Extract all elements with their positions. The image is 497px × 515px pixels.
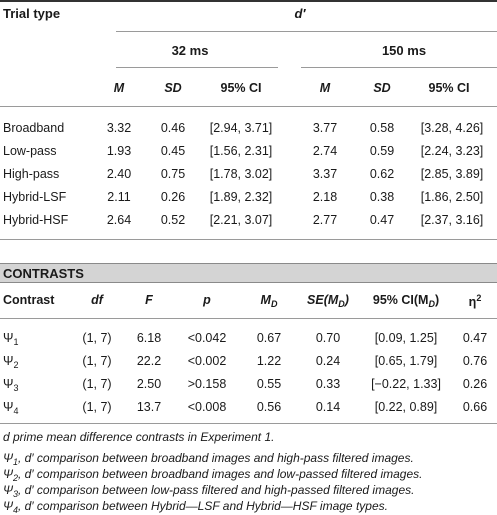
ci-value: [0.65, 1.79] <box>374 354 438 368</box>
m-150: 3.77 <box>312 121 338 135</box>
psi-label: $\Psi_2$ <box>3 354 19 370</box>
m-150: 2.77 <box>312 213 338 227</box>
dprime-header: d′ <box>294 6 306 21</box>
m-32: 3.32 <box>106 121 132 135</box>
md-value: 0.56 <box>256 400 282 414</box>
contrast-header-rule <box>0 318 497 319</box>
md-header: $M_D$ <box>260 293 278 309</box>
cond-32ms-header: 32 ms <box>171 43 209 58</box>
ci-150: [2.85, 3.89] <box>420 167 484 181</box>
table-bottom-rule <box>0 423 497 424</box>
psi-label: $\Psi_3$ <box>3 377 19 393</box>
contrast-header: Contrast <box>3 293 55 307</box>
sd-150: 0.47 <box>369 213 395 227</box>
col-m-2: M <box>319 81 331 95</box>
sd-150: 0.38 <box>369 190 395 204</box>
df-header: df <box>91 293 103 307</box>
trials-bottom-rule <box>0 239 497 240</box>
ci-header: 95% $CI(M_D)$ <box>372 293 440 309</box>
col-ci-1: 95% CI <box>220 81 262 95</box>
f-value: 2.50 <box>136 377 162 391</box>
df-value: (1, 7) <box>82 331 112 345</box>
ci-150: [3.28, 4.26] <box>420 121 484 135</box>
se-value: 0.14 <box>315 400 341 414</box>
cond-150ms-underline <box>301 67 497 68</box>
ci-150: [1.86, 2.50] <box>420 190 484 204</box>
eta-value: 0.26 <box>462 377 488 391</box>
footnote-psi4: $\Psi_4$, d′ comparison between Hybrid—LSF and Hybrid—HSF image types. <box>3 499 388 515</box>
p-value: <0.008 <box>187 400 227 414</box>
trial-type: Hybrid-HSF <box>3 213 69 227</box>
cond-32ms-underline <box>116 67 278 68</box>
ci-value: [−0.22, 1.33] <box>371 377 441 391</box>
p-value: <0.042 <box>187 331 227 345</box>
col-sd-1: SD <box>164 81 182 95</box>
se-value: 0.70 <box>315 331 341 345</box>
footnote-psi1: $\Psi_1$, d′ comparison between broadband images and high-pass filtered images. <box>3 451 414 467</box>
footnote-psi2: $\Psi_2$, d′ comparison between broadband images and low-passed filtered images. <box>3 467 423 483</box>
sd-32: 0.45 <box>160 144 186 158</box>
p-value: >0.158 <box>187 377 227 391</box>
md-value: 0.55 <box>256 377 282 391</box>
md-value: 0.67 <box>256 331 282 345</box>
trial-type: High-pass <box>3 167 60 181</box>
eta-value: 0.66 <box>462 400 488 414</box>
header-bottom-rule <box>0 106 497 107</box>
ci-150: [2.24, 3.23] <box>420 144 484 158</box>
ci-value: [0.09, 1.25] <box>374 331 438 345</box>
trial-type: Low-pass <box>3 144 57 158</box>
dprime-underline <box>116 31 497 32</box>
df-value: (1, 7) <box>82 400 112 414</box>
p-header: p <box>203 293 211 307</box>
m-32: 2.11 <box>107 190 131 204</box>
sd-32: 0.26 <box>160 190 186 204</box>
trial-type: Broadband <box>3 121 65 135</box>
psi-label: $\Psi_4$ <box>3 400 19 416</box>
sd-150: 0.58 <box>369 121 395 135</box>
se-header: $SE(M_D)$ <box>307 293 349 309</box>
top-rule <box>0 0 497 2</box>
sd-32: 0.52 <box>160 213 186 227</box>
eta-value: 0.47 <box>462 331 488 345</box>
m-32: 2.64 <box>106 213 132 227</box>
se-value: 0.24 <box>315 354 341 368</box>
m-150: 2.18 <box>312 190 338 204</box>
ci-32: [2.94, 3.71] <box>209 121 273 135</box>
md-value: 1.22 <box>256 354 282 368</box>
trial-type-header: Trial type <box>3 6 61 21</box>
ci-150: [2.37, 3.16] <box>420 213 484 227</box>
sd-150: 0.62 <box>369 167 395 181</box>
p-value: <0.002 <box>187 354 227 368</box>
footnote-psi3: $\Psi_3$, d′ comparison between low-pass filtered and high-passed filtered images. <box>3 483 415 499</box>
sd-32: 0.46 <box>160 121 186 135</box>
ci-value: [0.22, 0.89] <box>374 400 438 414</box>
trial-type: Hybrid-LSF <box>3 190 67 204</box>
footnote-main: d prime mean difference contrasts in Experiment 1. <box>3 430 275 444</box>
eta-header: $\eta^2$ <box>468 293 482 309</box>
df-value: (1, 7) <box>82 377 112 391</box>
m-150: 3.37 <box>312 167 338 181</box>
ci-32: [1.89, 2.32] <box>209 190 273 204</box>
ci-32: [2.21, 3.07] <box>209 213 273 227</box>
f-value: 6.18 <box>136 331 162 345</box>
ci-32: [1.56, 2.31] <box>209 144 273 158</box>
psi-label: $\Psi_1$ <box>3 331 19 347</box>
sd-32: 0.75 <box>160 167 186 181</box>
sd-150: 0.59 <box>369 144 395 158</box>
cond-150ms-header: 150 ms <box>381 43 427 58</box>
m-150: 2.74 <box>312 144 338 158</box>
m-32: 1.93 <box>106 144 132 158</box>
f-header: F <box>145 293 153 307</box>
f-value: 22.2 <box>136 354 162 368</box>
contrasts-title: CONTRASTS <box>3 266 84 281</box>
ci-32: [1.78, 3.02] <box>209 167 273 181</box>
se-value: 0.33 <box>315 377 341 391</box>
df-value: (1, 7) <box>82 354 112 368</box>
col-ci-2: 95% CI <box>428 81 470 95</box>
col-m-1: M <box>113 81 125 95</box>
col-sd-2: SD <box>373 81 391 95</box>
f-value: 13.7 <box>136 400 162 414</box>
m-32: 2.40 <box>106 167 132 181</box>
eta-value: 0.76 <box>462 354 488 368</box>
